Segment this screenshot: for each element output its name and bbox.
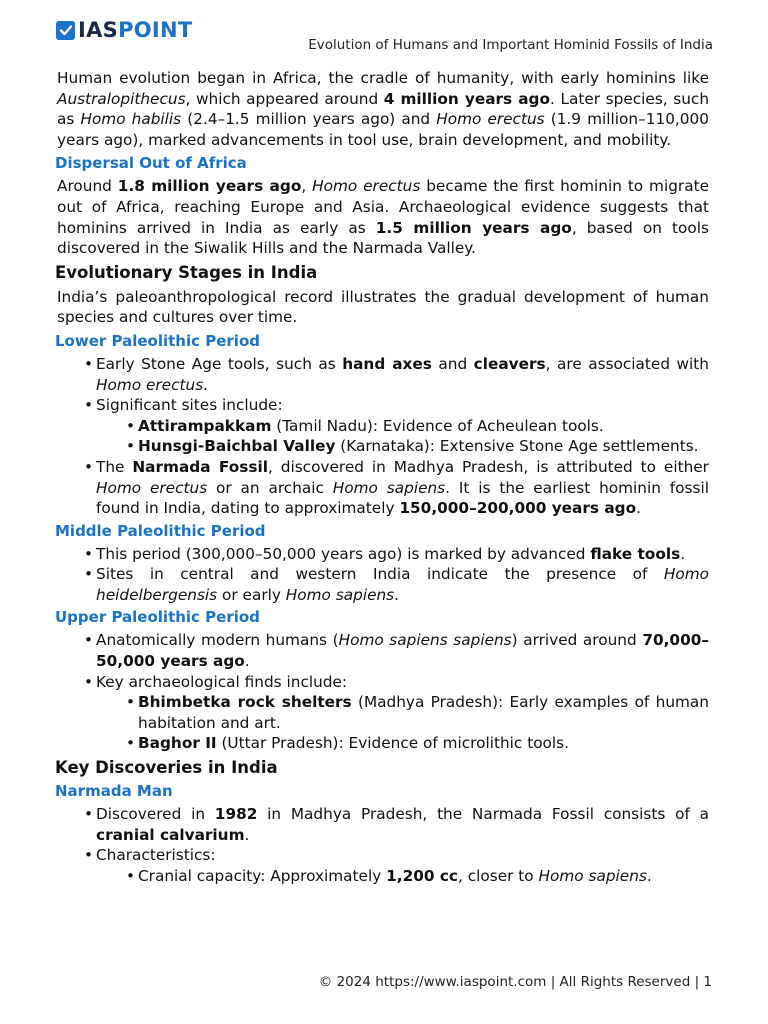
sub-list-item: • Bhimbetka rock shelters (Madhya Pradesh): Early examples of human habitation and art.	[96, 692, 709, 733]
narmada-man-heading: Narmada Man	[55, 782, 173, 801]
checkmark-icon	[56, 21, 75, 40]
middle-paleolithic-list	[57, 544, 709, 606]
iaspoint-logo	[56, 18, 193, 42]
page-footer: © 2024 https://www.iaspoint.com | All Rights Reserved | 1	[318, 974, 712, 990]
list-item: • Characteristics: • Cranial capacity: Approximately 1,200 cc, closer to Homo sapiens.	[57, 845, 709, 886]
lower-paleolithic-list	[57, 354, 709, 519]
intro-paragraph: Human evolution began in Africa, the cradle of humanity, with early hominins like Australopithecus, which appeared around 4 million years ago. Later species, such as Homo habilis (2.4–1.5 million years ago) and Homo erectus (1.9 million–110,000 years ago), marked advancements in tool use, brain development, and mobility.	[57, 69, 710, 149]
sub-list-item: • Cranial capacity: Approximately 1,200 cc, closer to Homo sapiens.	[96, 866, 709, 887]
logo-point: POINT	[118, 18, 193, 42]
stages-heading: Evolutionary Stages in India	[55, 262, 318, 282]
list-item: • Significant sites include: • Attirampakkam (Tamil Nadu): Evidence of Acheulean tools. • Hunsgi-Baichbal Valley (Karnataka): Extensive Stone Age settlements.	[57, 395, 709, 457]
dispersal-heading: Dispersal Out of Africa	[55, 154, 247, 173]
list-item: • Discovered in 1982 in Madhya Pradesh, the Narmada Fossil consists of a cranial calvarium.	[57, 804, 709, 845]
upper-paleolithic-heading: Upper Paleolithic Period	[55, 608, 260, 627]
document-title: Evolution of Humans and Important Hominid Fossils of India	[308, 37, 713, 53]
list-item: • Key archaeological finds include: • Bhimbetka rock shelters (Madhya Pradesh): Early examples of human habitation and art. • Baghor II (Uttar Pradesh): Evidence of microlithic tools.	[57, 672, 709, 754]
discoveries-heading: Key Discoveries in India	[55, 758, 278, 778]
sub-list-item: • Attirampakkam (Tamil Nadu): Evidence of Acheulean tools.	[96, 416, 709, 437]
list-item: • Sites in central and western India indicate the presence of Homo heidelbergensis or early Homo sapiens.	[57, 564, 709, 605]
list-item: • The Narmada Fossil, discovered in Madhya Pradesh, is attributed to either Homo erectus or an archaic Homo sapiens. It is the earliest hominin fossil found in India, dating to approximately 150,000–200,000 years ago.	[57, 457, 709, 519]
dispersal-paragraph: Around 1.8 million years ago, Homo erectus became the first hominin to migrate out of Africa, reaching Europe and Asia. Archaeological evidence suggests that hominins arrived in India as early as 1.5 million years ago, based on tools discovered in the Siwalik Hills and the Narmada Valley.	[57, 177, 709, 258]
logo-text	[78, 18, 193, 42]
sub-list	[96, 692, 709, 754]
narmada-man-list	[57, 804, 709, 886]
sub-list	[96, 416, 709, 457]
list-item: • Early Stone Age tools, such as hand axes and cleavers, are associated with Homo erectus.	[57, 354, 709, 395]
lower-paleolithic-heading: Lower Paleolithic Period	[55, 331, 260, 350]
stages-paragraph: India’s paleoanthropological record illustrates the gradual development of human species and cultures over time.	[57, 287, 709, 327]
document-body	[57, 68, 709, 889]
sub-list-item: • Hunsgi-Baichbal Valley (Karnataka): Extensive Stone Age settlements.	[96, 436, 709, 457]
sub-list	[96, 866, 709, 887]
list-item: • Anatomically modern humans (Homo sapiens sapiens) arrived around 70,000–50,000 years ago.	[57, 630, 709, 671]
sub-list-item: • Baghor II (Uttar Pradesh): Evidence of microlithic tools.	[96, 733, 709, 754]
upper-paleolithic-list	[57, 630, 709, 754]
logo-ias: IAS	[78, 18, 119, 42]
middle-paleolithic-heading: Middle Paleolithic Period	[55, 521, 266, 540]
list-item: • This period (300,000–50,000 years ago) is marked by advanced flake tools.	[57, 544, 709, 565]
